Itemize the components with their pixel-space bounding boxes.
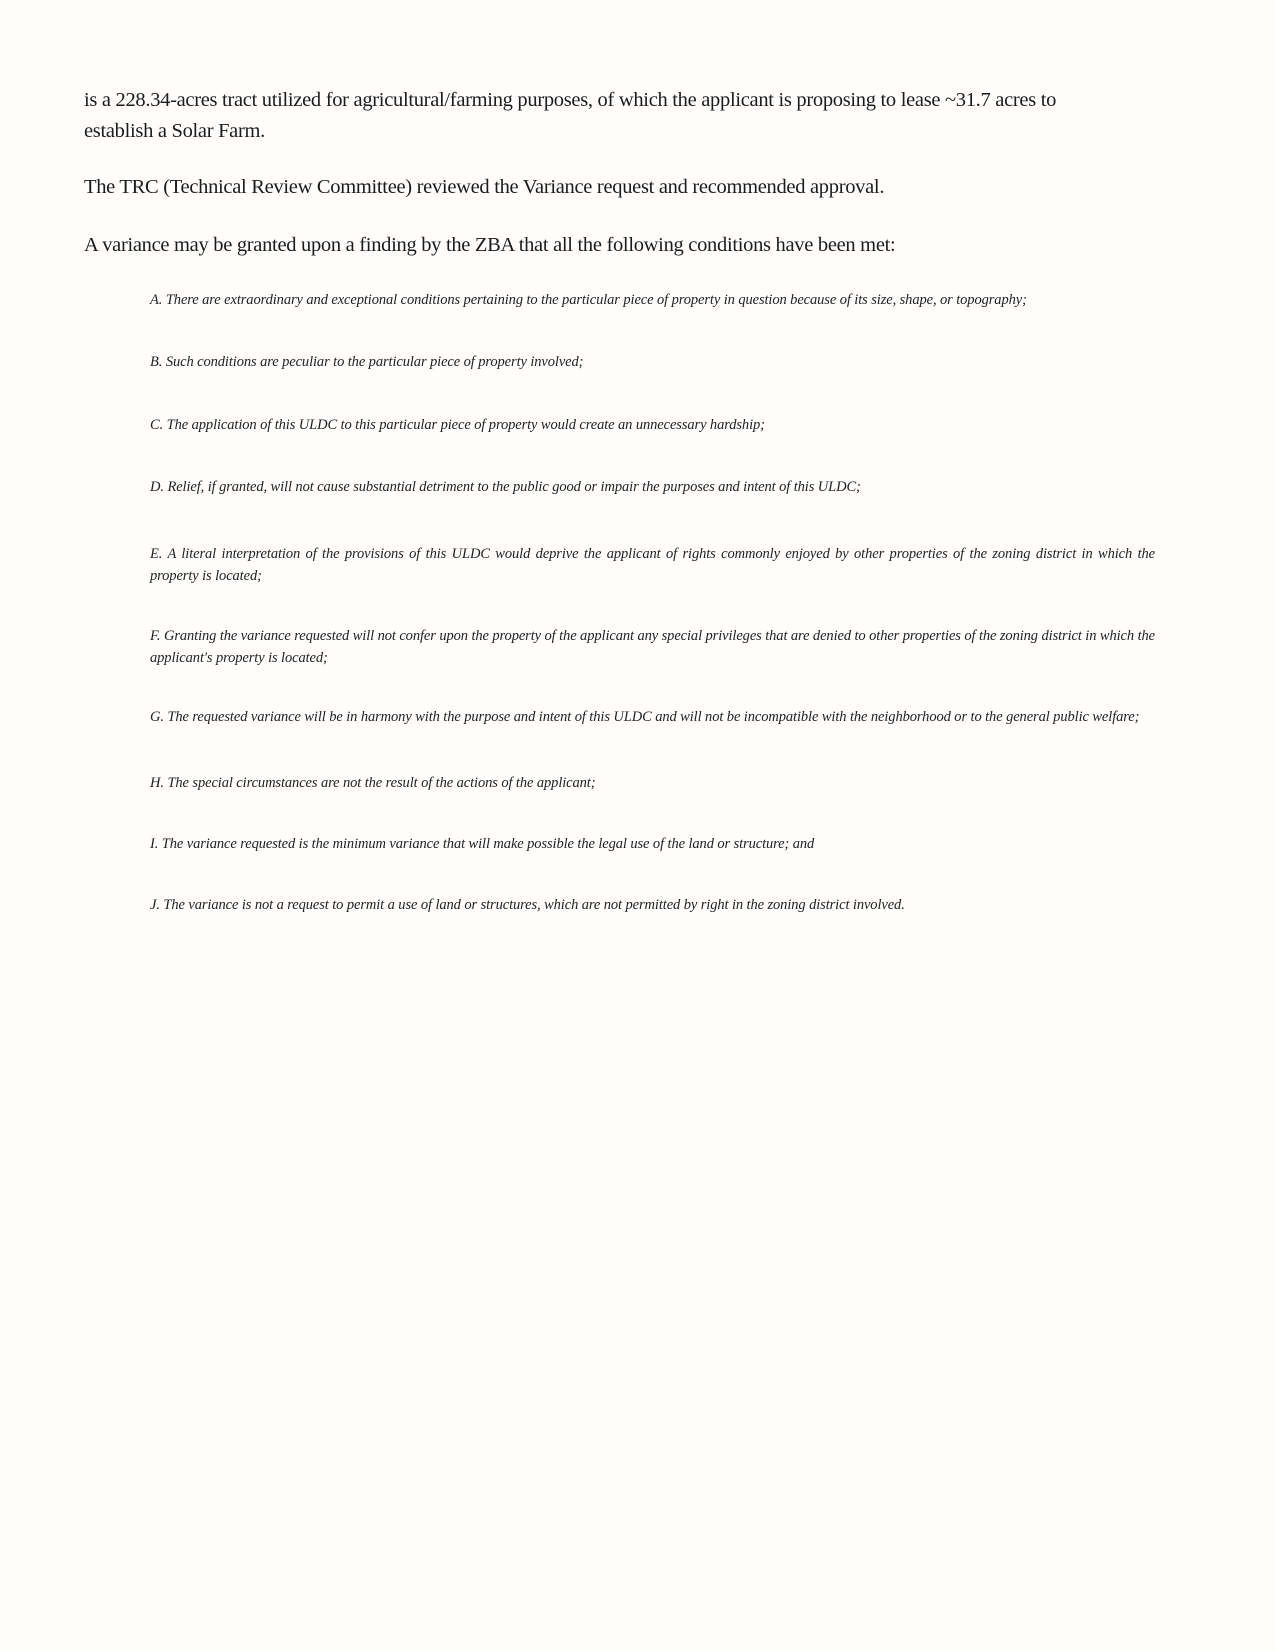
condition-letter-c: C. (150, 417, 164, 433)
condition-item-a (150, 289, 1155, 311)
condition-text-i: The variance requested is the minimum variance that will make possible the legal use of the land or structure; and (161, 836, 815, 852)
variance-intro-paragraph: A variance may be granted upon a finding by the ZBA that all the following conditions have been met: (84, 234, 896, 256)
condition-text-h: The special circumstances are not the result of the actions of the applicant; (167, 775, 596, 791)
condition-text-b: Such conditions are peculiar to the particular piece of property involved; (165, 354, 584, 370)
condition-text-j: The variance is not a request to permit a use of land or structures, which are not permitted by right in the zoning district involved. (163, 897, 905, 913)
condition-letter-e: E. (150, 546, 163, 562)
condition-letter-d: D. (150, 479, 164, 495)
trc-paragraph: The TRC (Technical Review Committee) reviewed the Variance request and recommended approval. (84, 176, 885, 198)
condition-text-e: A literal interpretation of the provisions of this ULDC would deprive the applicant of rights commonly enjoyed by other properties of the zoning district in which the property is located; (150, 546, 1155, 584)
condition-item-g (150, 706, 1155, 728)
conditions-list (150, 289, 1155, 916)
condition-item-b (150, 351, 1155, 373)
condition-text-a: There are extraordinary and exceptional conditions pertaining to the particular piece of property in question because of its size, shape, or topography; (165, 292, 1027, 308)
condition-item-j (150, 894, 1155, 916)
condition-letter-h: H. (150, 775, 164, 791)
opening-paragraph: is a 228.34-acres tract utilized for agricultural/farming purposes, of which the applicant is proposing to lease ~31.7 acres to establish a Solar Farm. (84, 89, 1057, 142)
condition-text-g: The requested variance will be in harmony with the purpose and intent of this ULDC and will not be incompatible with the neighborhood or to the general public welfare; (167, 709, 1140, 725)
condition-letter-b: B. (150, 354, 163, 370)
condition-item-d (150, 476, 1155, 498)
condition-letter-i: I. (150, 836, 159, 852)
condition-item-e (150, 543, 1155, 587)
condition-item-f (150, 625, 1155, 669)
condition-text-c: The application of this ULDC to this particular piece of property would create an unnecessary hardship; (166, 417, 765, 433)
condition-text-d: Relief, if granted, will not cause substantial detriment to the public good or impair the purposes and intent of this ULDC; (167, 479, 861, 495)
condition-item-h (150, 772, 1155, 794)
condition-item-c (150, 414, 1155, 436)
condition-text-f: Granting the variance requested will not confer upon the property of the applicant any special privileges that are denied to other properties of the zoning district in which the applicant's property is located; (150, 628, 1155, 666)
condition-letter-a: A. (150, 292, 163, 308)
condition-letter-j: J. (150, 897, 160, 913)
condition-letter-f: F. (150, 628, 161, 644)
condition-letter-g: G. (150, 709, 164, 725)
condition-item-i (150, 833, 1155, 855)
